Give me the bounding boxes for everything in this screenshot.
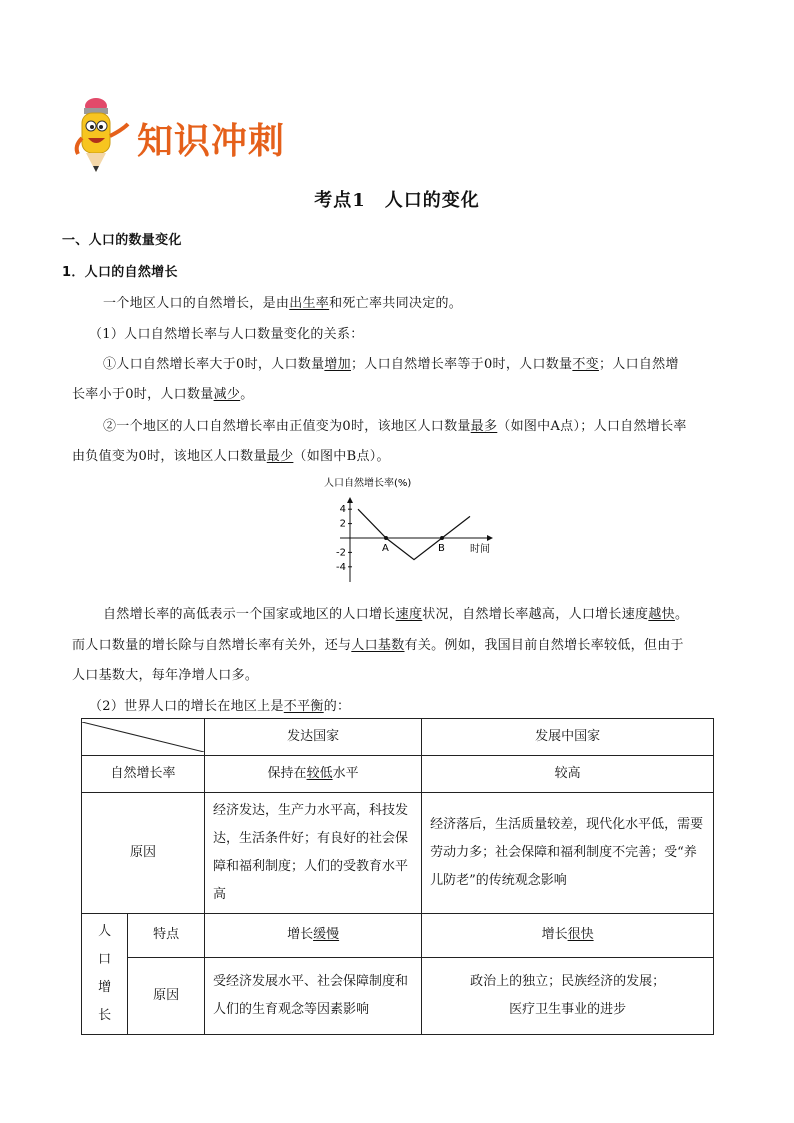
chart-ylabel: 人口自然增长率(%) (324, 478, 412, 489)
paragraph-5-line-3: 人口基数大，每年净增人口多。 (72, 668, 259, 683)
table-row (82, 793, 714, 914)
point-b (440, 536, 444, 540)
paragraph-5-line-1: 自然增长率的高低表示一个国家或地区的人口增长速度状况，自然增长率越高，人口增长速度越快。 (103, 607, 689, 622)
header-developing: 发展中国家 (422, 719, 714, 756)
cell-developed-reason: 经济发达，生产力水平高，科技发达，生活条件好；有良好的社会保障和福利制度；人们的受教育水平高 (205, 793, 422, 914)
subsection-heading: 1．人口的自然增长 (62, 265, 178, 280)
paragraph-4-line-2: 由负值变为0时，该地区人口数量最少（如图中B点）。 (72, 449, 390, 464)
chart-series-line (358, 509, 470, 559)
cell-developed-feature: 增长缓慢 (205, 914, 422, 958)
point-label-b: B (438, 543, 445, 554)
paragraph-1: 一个地区人口的自然增长，是由出生率和死亡率共同决定的。 (103, 296, 463, 311)
diagonal-header-cell (82, 719, 205, 756)
table-row (82, 719, 714, 756)
point-label-a: A (382, 543, 389, 554)
cell-developed-rate: 保持在较低水平 (205, 756, 422, 793)
paragraph-6: （2）世界人口的增长在地区上是不平衡的： (89, 699, 351, 714)
table-row (82, 756, 714, 793)
y-tick-label: 4 (339, 504, 346, 516)
table-row (82, 914, 714, 958)
comparison-table (81, 718, 714, 1035)
paragraph-3-line-1: ①人口自然增长率大于0时，人口数量增加；人口自然增长率等于0时，人口数量不变；人口自然增 (103, 357, 679, 372)
row-label-feature: 特点 (128, 914, 205, 958)
growth-rate-chart (310, 470, 510, 590)
cell-developed-cause: 受经济发展水平、社会保障制度和人们的生育观念等因素影响 (205, 957, 422, 1034)
diagonal-line (82, 722, 204, 752)
cell-developing-feature: 增长很快 (422, 914, 714, 958)
pencil-mascot-icon (58, 96, 138, 176)
page-title: 考点1 人口的变化 (314, 190, 480, 211)
row-label-reason: 原因 (82, 793, 205, 914)
row-group-population-growth: 人口增长 (82, 914, 128, 1035)
y-tick-label: 2 (339, 518, 346, 530)
cell-developing-reason: 经济落后，生活质量较差，现代化水平低，需要劳动力多；社会保障和福利制度不完善；受“养儿防老”的传统观念影响 (422, 793, 714, 914)
cell-developing-rate: 较高 (422, 756, 714, 793)
row-label-growth-rate: 自然增长率 (82, 756, 205, 793)
header-developed: 发达国家 (205, 719, 422, 756)
table-row (82, 957, 714, 1034)
y-tick-label: -2 (336, 547, 346, 559)
paragraph-2: （1）人口自然增长率与人口数量变化的关系： (89, 327, 364, 342)
chart-xlabel: 时间 (470, 544, 490, 555)
section-heading: 一、人口的数量变化 (62, 233, 182, 248)
logo-text: 知识冲刺 (137, 121, 286, 162)
point-a (384, 536, 388, 540)
paragraph-3-line-2: 长率小于0时，人口数量减少。 (72, 387, 254, 402)
row-label-cause: 原因 (128, 957, 205, 1034)
paragraph-4-line-1: ②一个地区的人口自然增长率由正值变为0时，该地区人口数量最多（如图中A点）；人口自然增长率 (103, 419, 687, 434)
cell-developing-cause: 政治上的独立；民族经济的发展； 医疗卫生事业的进步 (422, 957, 714, 1034)
paragraph-5-line-2: 而人口数量的增长除与自然增长率有关外，还与人口基数有关。例如，我国目前自然增长率较低，但由于 (72, 638, 684, 653)
y-tick-label: -4 (336, 561, 346, 573)
